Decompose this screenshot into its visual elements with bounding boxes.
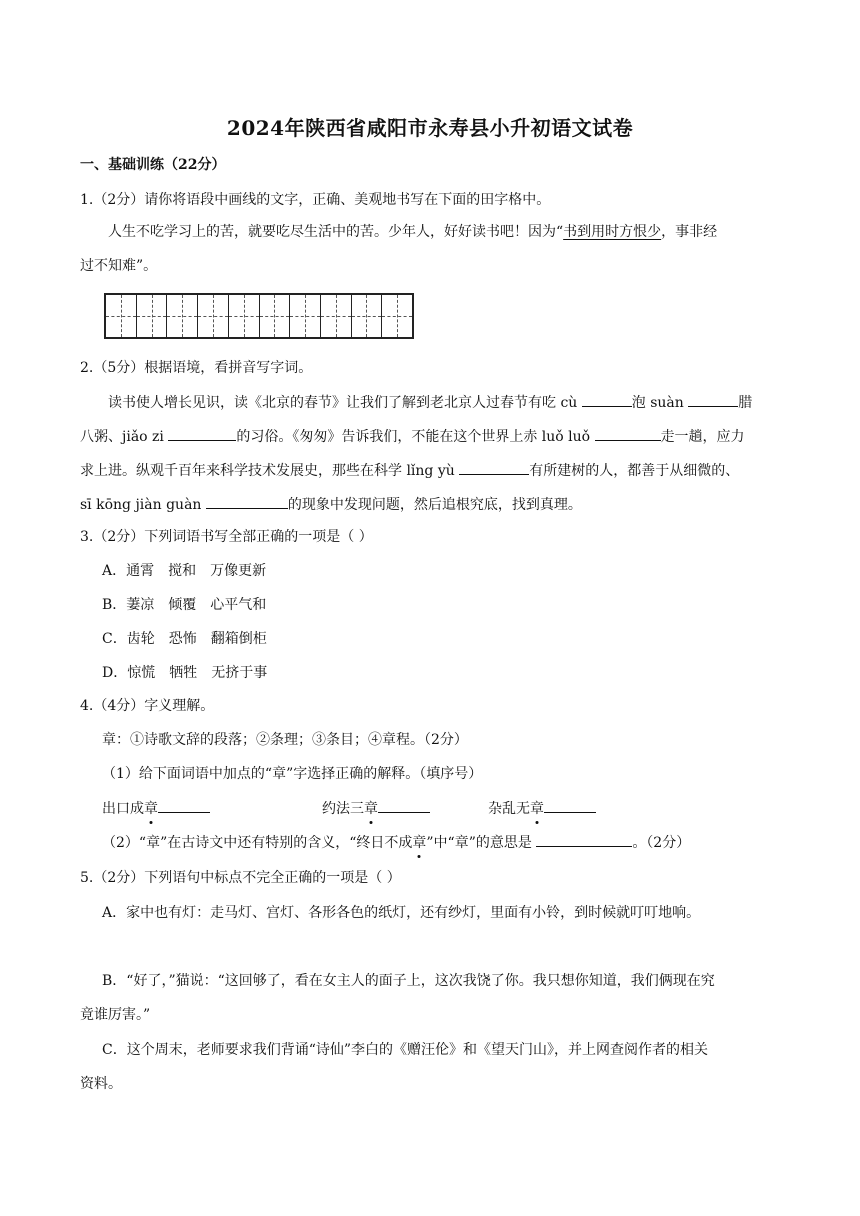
q4-text: 。（2分） [632,835,691,851]
q2-text: 有所建树的人，都善于从细微的、 [529,463,740,479]
grid-cell[interactable] [167,295,198,337]
answer-blank[interactable] [378,798,430,813]
q2-text: 读书使人增长见识，读《北京的春节》让我们了解到老北京人过春节有吃 cù [108,395,582,411]
option-word: 通霄 [126,563,155,579]
answer-blank[interactable] [544,798,596,813]
q5-option-c-line1[interactable]: C．这个周末，老师要求我们背诵“诗仙”李白的《赠汪伦》和《望天门山》，并上网查阅作者的相关 [102,1042,709,1058]
q2-line4 [80,494,582,515]
q5-option-b-line1[interactable]: B．“好了，”猫说：“这回够了，看在女主人的面子上，这次我饶了你。我只想你知道，我们俩现在究 [102,973,715,989]
q4-sub1: （1）给下面词语中加点的“章”字选择正确的解释。（填序号） [102,766,483,782]
option-letter: B． [102,597,127,613]
word-text: 出口成 [102,801,144,817]
q2-text: 的现象中发现问题，然后追根究底，找到真理。 [287,497,582,513]
q3-option-b[interactable] [102,595,266,615]
option-word: 翻箱倒柜 [210,631,267,647]
q5-option-c-line2[interactable]: 资料。 [80,1076,122,1092]
option-word: 万像更新 [210,563,267,579]
q2-text: 走一趟，应力 [660,429,745,445]
word-text: 约法三 [322,801,364,817]
q2-text: 求上进。纵观千百年来科学技术发展史，那些在科学 lǐng yù [80,463,460,479]
q2-text: 的习俗。《匆匆》告诉我们，不能在这个世界上赤 luǒ luǒ [236,429,595,445]
grid-cell[interactable] [106,295,137,337]
word-text: 杂乱无 [488,801,530,817]
dotted-char: 章 [364,801,378,817]
q2-line2 [80,426,745,447]
q2-text: 泡 suàn [631,395,689,411]
writing-grid[interactable] [104,293,414,339]
q2-text: sī kōng jiàn guàn [80,497,206,513]
q2-line1 [108,392,752,413]
q3-option-d[interactable] [102,663,267,683]
answer-blank[interactable] [459,460,529,475]
exam-title: 2024年陕西省咸阳市永寿县小升初语文试卷 [226,116,634,140]
answer-blank[interactable] [168,426,236,441]
q2-stem: 2.（5分）根据语境，看拼音写字词。 [80,360,313,376]
answer-blank[interactable] [595,426,661,441]
q1-passage-line1 [108,222,717,242]
grid-cell[interactable] [382,295,412,337]
q4-word-3 [488,798,596,819]
q5-option-b-line2[interactable]: 竟谁厉害。” [80,1007,151,1023]
option-word: 萋凉 [126,597,155,613]
q1-passage-line2: 过不知难”。 [80,258,158,274]
option-word: 牺牲 [169,665,198,681]
q2-text: 腊 [738,395,753,411]
q4-meanings: 章：①诗歌文辞的段落；②条理；③条目；④章程。（2分） [102,732,468,748]
q1-underlined-text: 书到用时方恨少 [563,224,662,240]
grid-cell[interactable] [352,295,383,337]
section-heading: 一、基础训练（22分） [80,157,226,173]
q1-passage-post: ，事非经 [661,224,718,240]
option-letter: C． [102,631,127,647]
option-word: 倾覆 [168,597,197,613]
option-letter: D． [102,665,128,681]
option-word: 惊慌 [127,665,156,681]
q3-option-c[interactable] [102,629,267,649]
grid-cell[interactable] [198,295,229,337]
option-word: 齿轮 [126,631,155,647]
q5-stem: 5.（2分）下列语句中标点不完全正确的一项是（ ） [80,870,401,886]
option-word: 无挤于事 [211,665,268,681]
dotted-char: 章 [530,801,544,817]
option-word: 心平气和 [210,597,267,613]
answer-blank[interactable] [536,832,632,847]
q2-text: 八粥、jiǎo zi [80,429,169,445]
option-word: 搅和 [168,563,197,579]
option-letter: A． [102,563,127,579]
grid-cell[interactable] [260,295,291,337]
grid-cell[interactable] [321,295,352,337]
grid-cell[interactable] [290,295,321,337]
q5-option-a[interactable]: A．家中也有灯：走马灯、宫灯、各形各色的纸灯，还有纱灯，里面有小铃，到时候就叮叮地响。 [102,905,701,921]
q4-text: ”中“章”的意思是 [426,835,537,851]
q4-sub2 [102,832,690,853]
q2-line3 [80,460,739,481]
dotted-char: 章 [144,801,158,817]
answer-blank[interactable] [688,392,738,407]
option-word: 恐怖 [168,631,197,647]
answer-blank[interactable] [582,392,632,407]
q4-word-1 [102,798,210,819]
grid-cell[interactable] [229,295,260,337]
grid-cell[interactable] [137,295,168,337]
q3-stem: 3.（2分）下列词语书写全部正确的一项是（ ） [80,529,373,545]
q1-passage-pre: 人生不吃学习上的苦，就要吃尽生活中的苦。少年人，好好读书吧！因为“ [108,224,564,240]
q4-text: （2）“章”在古诗文中还有特别的含义，“终日不成 [102,835,413,851]
dotted-char: 章 [412,835,427,851]
q1-stem: 1.（2分）请你将语段中画线的文字，正确、美观地书写在下面的田字格中。 [80,192,551,208]
answer-blank[interactable] [206,494,288,509]
q4-word-2 [322,798,430,819]
answer-blank[interactable] [158,798,210,813]
q3-option-a[interactable] [102,561,266,581]
q4-stem: 4.（4分）字义理解。 [80,698,215,714]
